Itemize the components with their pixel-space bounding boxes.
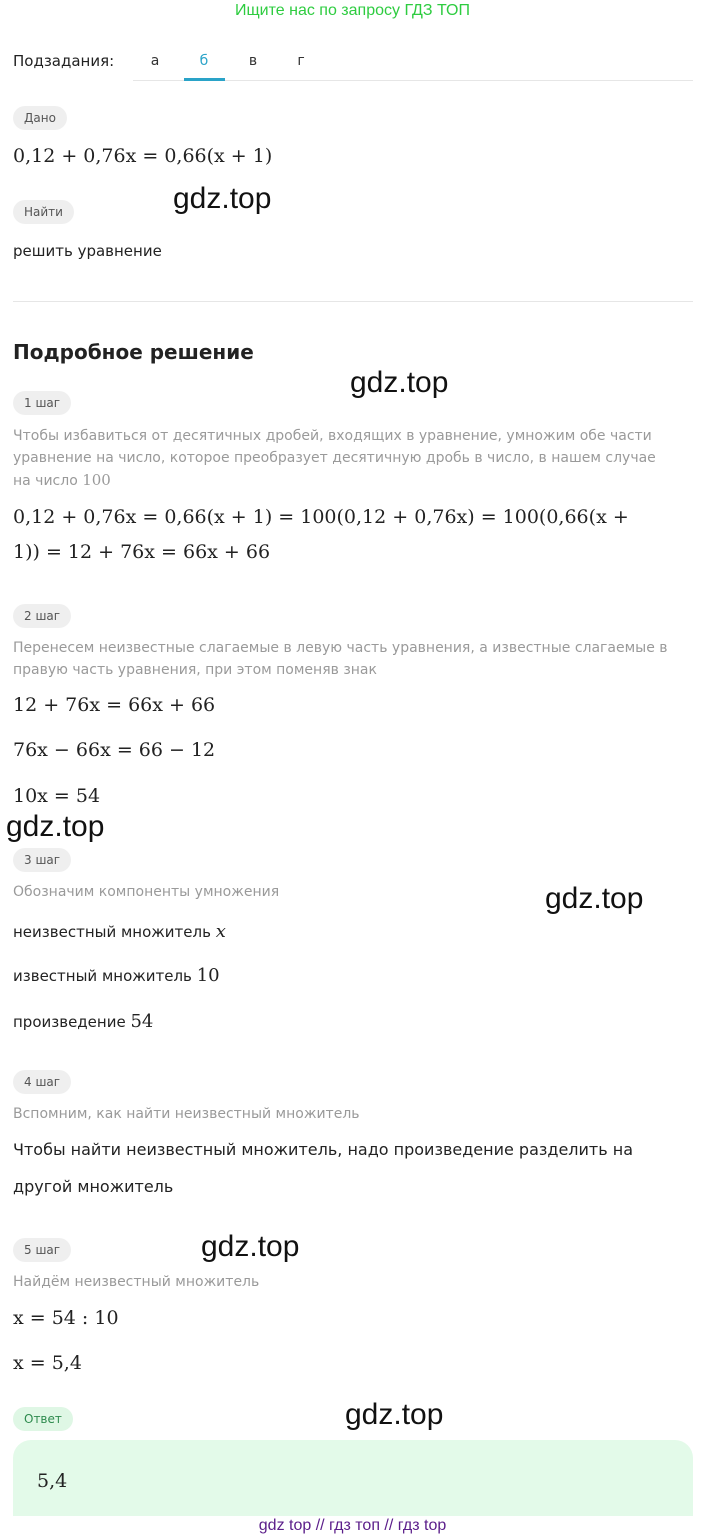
step-4-badge: 4 шаг	[13, 1070, 71, 1094]
step-2-math-line: 12 + 76x = 66x + 66	[13, 694, 216, 716]
step-5-math-line: x = 5,4	[13, 1352, 82, 1374]
step-4-hint: Вспомним, как найти неизвестный множитель	[13, 1106, 360, 1122]
section-divider	[13, 301, 693, 302]
active-tab-indicator	[184, 78, 225, 81]
step-1-hint-number: 100	[82, 471, 111, 489]
watermark: gdz.top	[345, 1398, 444, 1431]
given-badge: Дано	[13, 106, 67, 130]
step-1-math-line: 0,12 + 0,76x = 0,66(x + 1) = 100(0,12 + 0,76x) = 100(0,66(x +	[13, 506, 629, 528]
step-3-item-text: известный множитель	[13, 967, 192, 985]
step-5-hint: Найдём неизвестный множитель	[13, 1274, 260, 1290]
step-1-badge: 1 шаг	[13, 391, 71, 415]
step-4-text-line: Чтобы найти неизвестный множитель, надо произведение разделить на	[13, 1140, 634, 1159]
step-1-hint-line: уравнение на число, которое преобразует десятичную дробь в число, в нашем случае	[13, 450, 656, 466]
watermark: gdz.top	[201, 1230, 300, 1263]
step-3-hint: Обозначим компоненты умножения	[13, 884, 280, 900]
answer-value: 5,4	[37, 1470, 68, 1492]
step-1-math-line: 1)) = 12 + 76x = 66x + 66	[13, 541, 271, 563]
given-equation: 0,12 + 0,76x = 0,66(x + 1)	[13, 145, 273, 167]
step-3-item-text: неизвестный множитель	[13, 923, 211, 941]
step-1-hint-line: Чтобы избавиться от десятичных дробей, входящих в уравнение, умножим обе части	[13, 428, 652, 444]
find-badge: Найти	[13, 200, 74, 224]
step-2-hint-line: Перенесем неизвестные слагаемые в левую часть уравнения, а известные слагаемые в	[13, 640, 668, 656]
watermark: gdz.top	[545, 882, 644, 915]
subtasks-label: Подзадания:	[13, 52, 115, 70]
step-3-item-math: 10	[196, 965, 220, 986]
tab-subtask-g[interactable]: г	[297, 53, 305, 69]
answer-badge: Ответ	[13, 1407, 73, 1431]
step-3-item	[13, 959, 220, 993]
step-4-text-line: другой множитель	[13, 1177, 174, 1196]
find-text: решить уравнение	[13, 242, 162, 260]
watermark: gdz.top	[350, 366, 449, 399]
step-2-math-line: 10x = 54	[13, 785, 101, 807]
step-1-hint-text: на число	[13, 473, 78, 489]
step-3-item	[13, 915, 226, 949]
step-3-item	[13, 1005, 153, 1039]
watermark: gdz.top	[173, 182, 272, 215]
answer-box	[13, 1440, 693, 1516]
step-5-badge: 5 шаг	[13, 1238, 71, 1262]
promo-banner[interactable]: Ищите нас по запросу ГДЗ ТОП	[235, 2, 470, 19]
step-1-hint-line	[13, 469, 111, 492]
step-2-hint-line: правую часть уравнения, при этом поменяв знак	[13, 662, 377, 678]
step-3-item-math: x	[215, 921, 226, 942]
solution-title: Подробное решение	[13, 340, 254, 364]
step-5-math-line: x = 54 : 10	[13, 1307, 119, 1329]
tab-subtask-b[interactable]: б	[199, 53, 209, 69]
step-3-badge: 3 шаг	[13, 848, 71, 872]
step-2-badge: 2 шаг	[13, 604, 71, 628]
footer-links[interactable]: gdz top // гдз топ // гдз top	[258, 1517, 447, 1534]
tab-subtask-v[interactable]: в	[248, 53, 258, 69]
step-2-math-line: 76x − 66x = 66 − 12	[13, 739, 216, 761]
watermark: gdz.top	[6, 810, 105, 843]
step-3-item-text: произведение	[13, 1013, 126, 1031]
tab-subtask-a[interactable]: а	[150, 53, 160, 69]
step-3-item-math: 54	[130, 1011, 154, 1032]
